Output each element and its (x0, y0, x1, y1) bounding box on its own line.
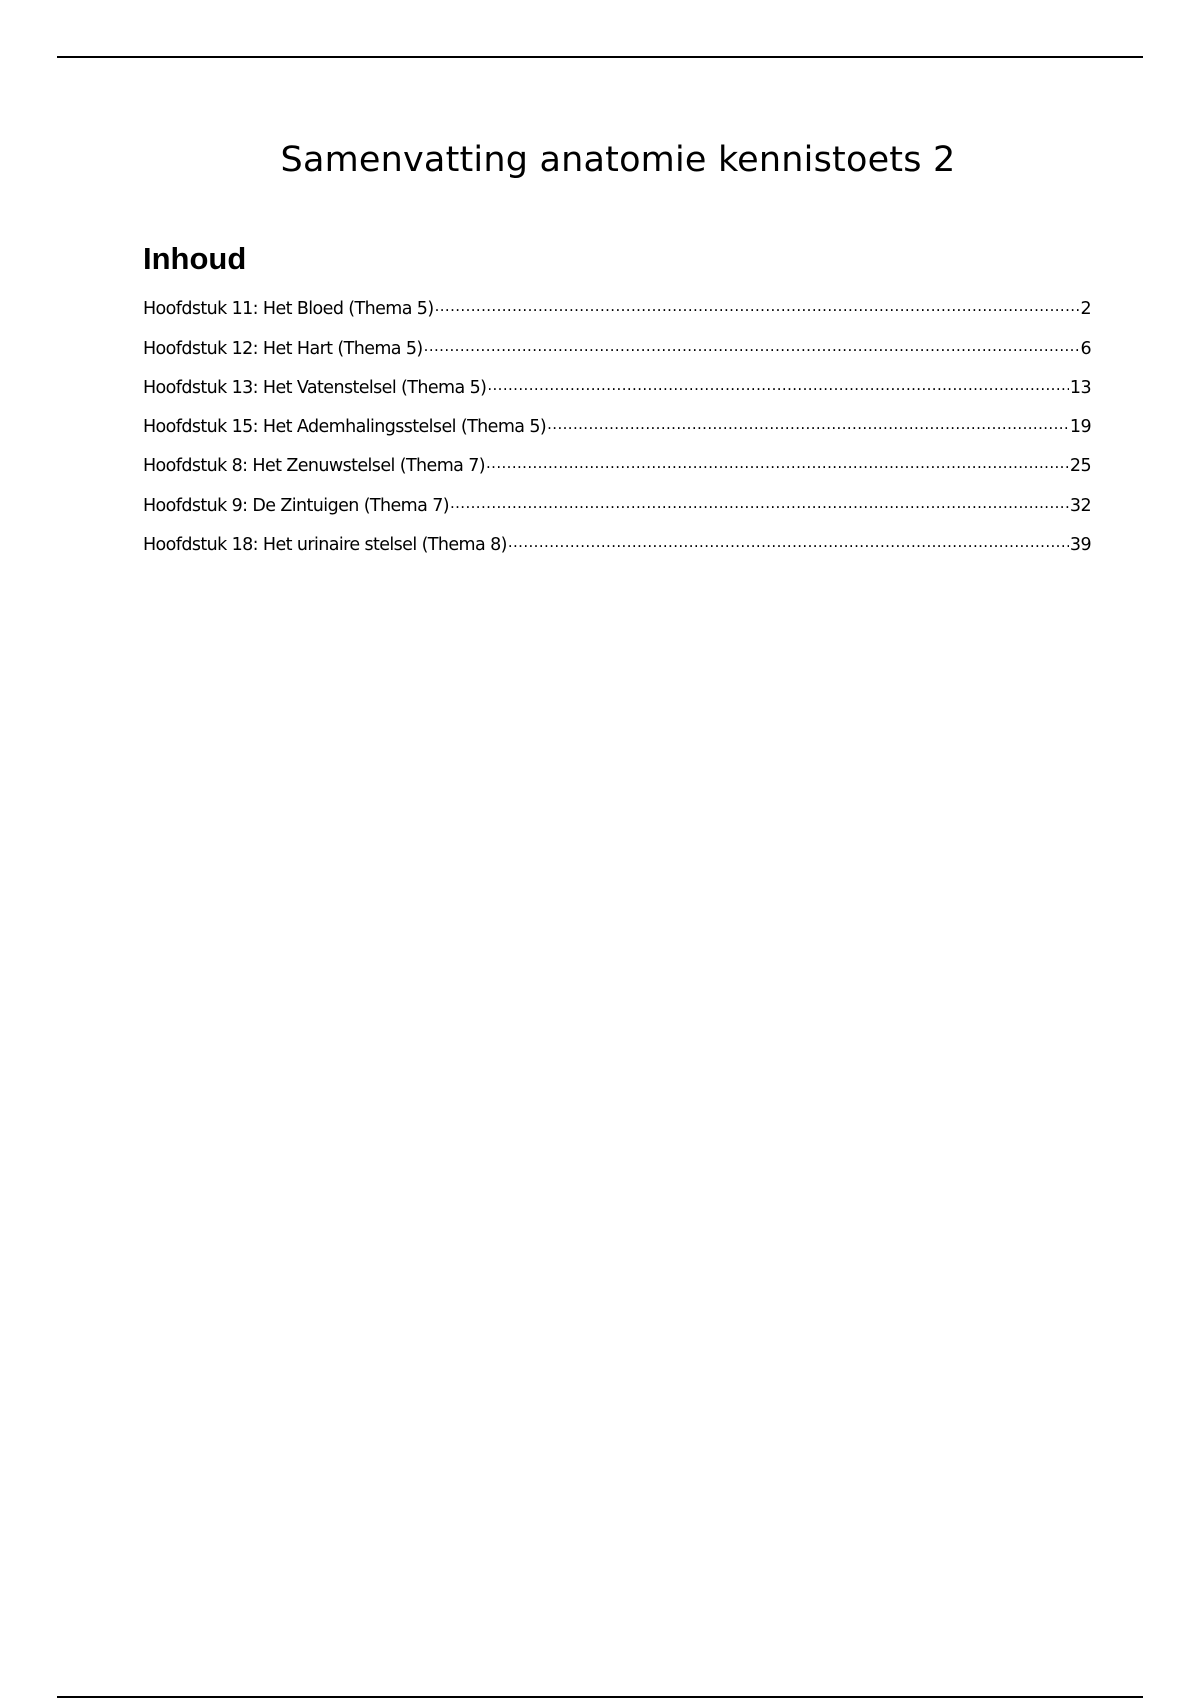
toc-page-number: 39 (1069, 535, 1091, 556)
toc-entry-hoofdstuk-18[interactable] (143, 531, 1091, 570)
toc-dot-leader (424, 334, 1080, 353)
toc-entry-hoofdstuk-15[interactable] (143, 413, 1091, 452)
toc-entry-title: Hoofdstuk 13: Het Vatenstelsel (Thema 5) (143, 377, 487, 398)
toc-entry-title: Hoofdstuk 18: Het urinaire stelsel (Thema 8) (143, 535, 507, 556)
toc-entry-title: Hoofdstuk 9: De Zintuigen (Thema 7) (143, 495, 449, 516)
toc-page-number: 32 (1069, 495, 1091, 516)
toc-entry-hoofdstuk-9[interactable] (143, 491, 1091, 530)
toc-heading: Inhoud (143, 241, 247, 276)
header-rule (57, 56, 1143, 58)
toc-dot-leader (486, 452, 1069, 471)
toc-page-number: 19 (1069, 417, 1091, 438)
footer-rule (57, 1696, 1143, 1698)
toc-dot-leader (450, 491, 1069, 510)
toc-entry-title: Hoofdstuk 15: Het Ademhalingsstelsel (Thema 5) (143, 417, 547, 438)
toc-page-number: 2 (1080, 299, 1091, 320)
toc-entry-title: Hoofdstuk 12: Het Hart (Thema 5) (143, 338, 423, 359)
toc-entry-hoofdstuk-12[interactable] (143, 334, 1091, 373)
document-title: Samenvatting anatomie kennistoets 2 (280, 140, 956, 180)
toc-entry-hoofdstuk-13[interactable] (143, 374, 1091, 413)
toc-dot-leader (508, 531, 1069, 550)
toc-entry-hoofdstuk-11[interactable] (143, 295, 1091, 334)
toc-dot-leader (547, 413, 1069, 432)
toc-dot-leader (487, 374, 1069, 393)
toc-page-number: 25 (1069, 456, 1091, 477)
toc-entry-title: Hoofdstuk 11: Het Bloed (Thema 5) (143, 299, 434, 320)
toc-entry-hoofdstuk-8[interactable] (143, 452, 1091, 491)
toc-dot-leader (435, 295, 1080, 314)
table-of-contents (143, 295, 1091, 570)
toc-page-number: 13 (1069, 377, 1091, 398)
toc-page-number: 6 (1080, 338, 1091, 359)
toc-entry-title: Hoofdstuk 8: Het Zenuwstelsel (Thema 7) (143, 456, 485, 477)
